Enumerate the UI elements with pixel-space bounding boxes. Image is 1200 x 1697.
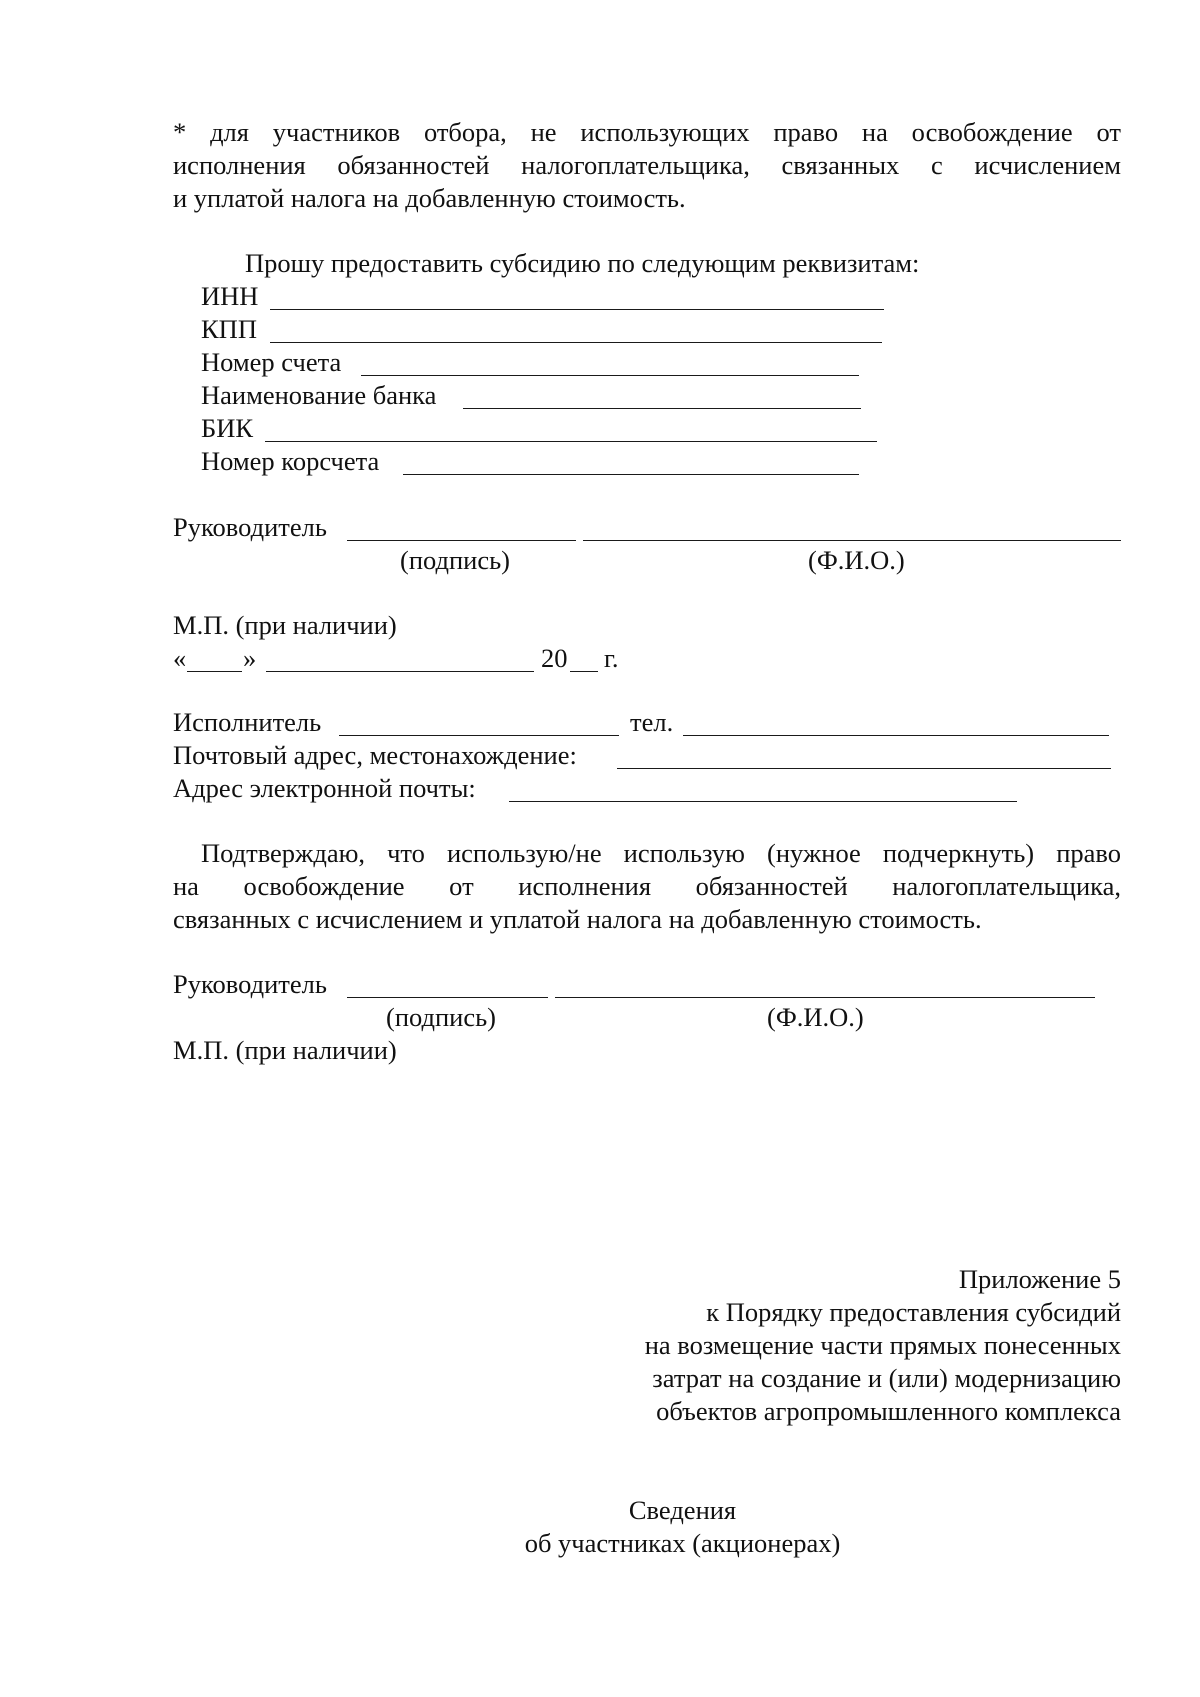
date-close-quote: » — [243, 643, 257, 673]
appendix-line-5: объектов агропромышленного комплекса — [656, 1396, 1121, 1426]
kpp-field[interactable] — [270, 342, 882, 343]
email-field[interactable] — [509, 801, 1017, 802]
confirm-line-2: на освобождение от исполнения обязанностей налогоплательщика, — [173, 871, 1121, 901]
stamp-label-2: М.П. (при наличии) — [173, 1035, 397, 1065]
head-signature-field-2[interactable] — [347, 997, 548, 998]
bank-label: Наименование банка — [201, 380, 437, 410]
inn-field[interactable] — [270, 309, 884, 310]
footnote-line-1: * для участников отбора, не использующих право на освобождение от — [173, 117, 1121, 147]
bank-field[interactable] — [463, 408, 861, 409]
section-heading-line-2: об участниках (акционерах) — [524, 1528, 841, 1558]
head-signature-field-1[interactable] — [347, 540, 576, 541]
bik-label: БИК — [201, 413, 254, 443]
bik-field[interactable] — [265, 441, 877, 442]
appendix-line-3: на возмещение части прямых понесенных — [644, 1330, 1121, 1360]
date-year-suffix: г. — [604, 643, 619, 673]
corr-account-label: Номер корсчета — [201, 446, 380, 476]
signature-hint-1: (подпись) — [400, 545, 511, 575]
head-label-1: Руководитель — [173, 512, 327, 542]
date-year-prefix: 20 — [541, 643, 568, 673]
email-label: Адрес электронной почты: — [173, 773, 476, 803]
date-month-field[interactable] — [266, 671, 534, 672]
confirm-line-1: Подтверждаю, что использую/не использую (нужное подчеркнуть) право — [201, 838, 1121, 868]
date-day-field[interactable] — [187, 671, 242, 672]
head-name-field-2[interactable] — [555, 997, 1095, 998]
phone-label: тел. — [630, 707, 674, 737]
name-hint-1: (Ф.И.О.) — [808, 545, 905, 575]
footnote-line-3: и уплатой налога на добавленную стоимость. — [173, 183, 686, 213]
confirm-line-3: связанных с исчислением и уплатой налога на добавленную стоимость. — [173, 904, 982, 934]
corr-account-field[interactable] — [403, 474, 859, 475]
requisites-intro: Прошу предоставить субсидию по следующим реквизитам: — [245, 248, 920, 278]
postal-address-label: Почтовый адрес, местонахождение: — [173, 740, 577, 770]
stamp-label-1: М.П. (при наличии) — [173, 610, 397, 640]
phone-field[interactable] — [683, 735, 1109, 736]
executor-field[interactable] — [339, 735, 619, 736]
inn-label: ИНН — [201, 281, 259, 311]
kpp-label: КПП — [201, 314, 257, 344]
executor-label: Исполнитель — [173, 707, 322, 737]
account-label: Номер счета — [201, 347, 342, 377]
appendix-line-2: к Порядку предоставления субсидий — [706, 1297, 1121, 1327]
date-year-field[interactable] — [570, 671, 598, 672]
account-field[interactable] — [361, 375, 859, 376]
footnote-line-2: исполнения обязанностей налогоплательщика, связанных с исчислением — [173, 150, 1121, 180]
signature-hint-2: (подпись) — [386, 1002, 497, 1032]
head-label-2: Руководитель — [173, 969, 327, 999]
appendix-line-4: затрат на создание и (или) модернизацию — [652, 1363, 1121, 1393]
postal-address-field[interactable] — [617, 768, 1111, 769]
date-open-quote: « — [173, 643, 187, 673]
head-name-field-1[interactable] — [583, 540, 1121, 541]
name-hint-2: (Ф.И.О.) — [767, 1002, 864, 1032]
section-heading-line-1: Сведения — [628, 1495, 737, 1525]
appendix-line-1: Приложение 5 — [958, 1264, 1121, 1294]
